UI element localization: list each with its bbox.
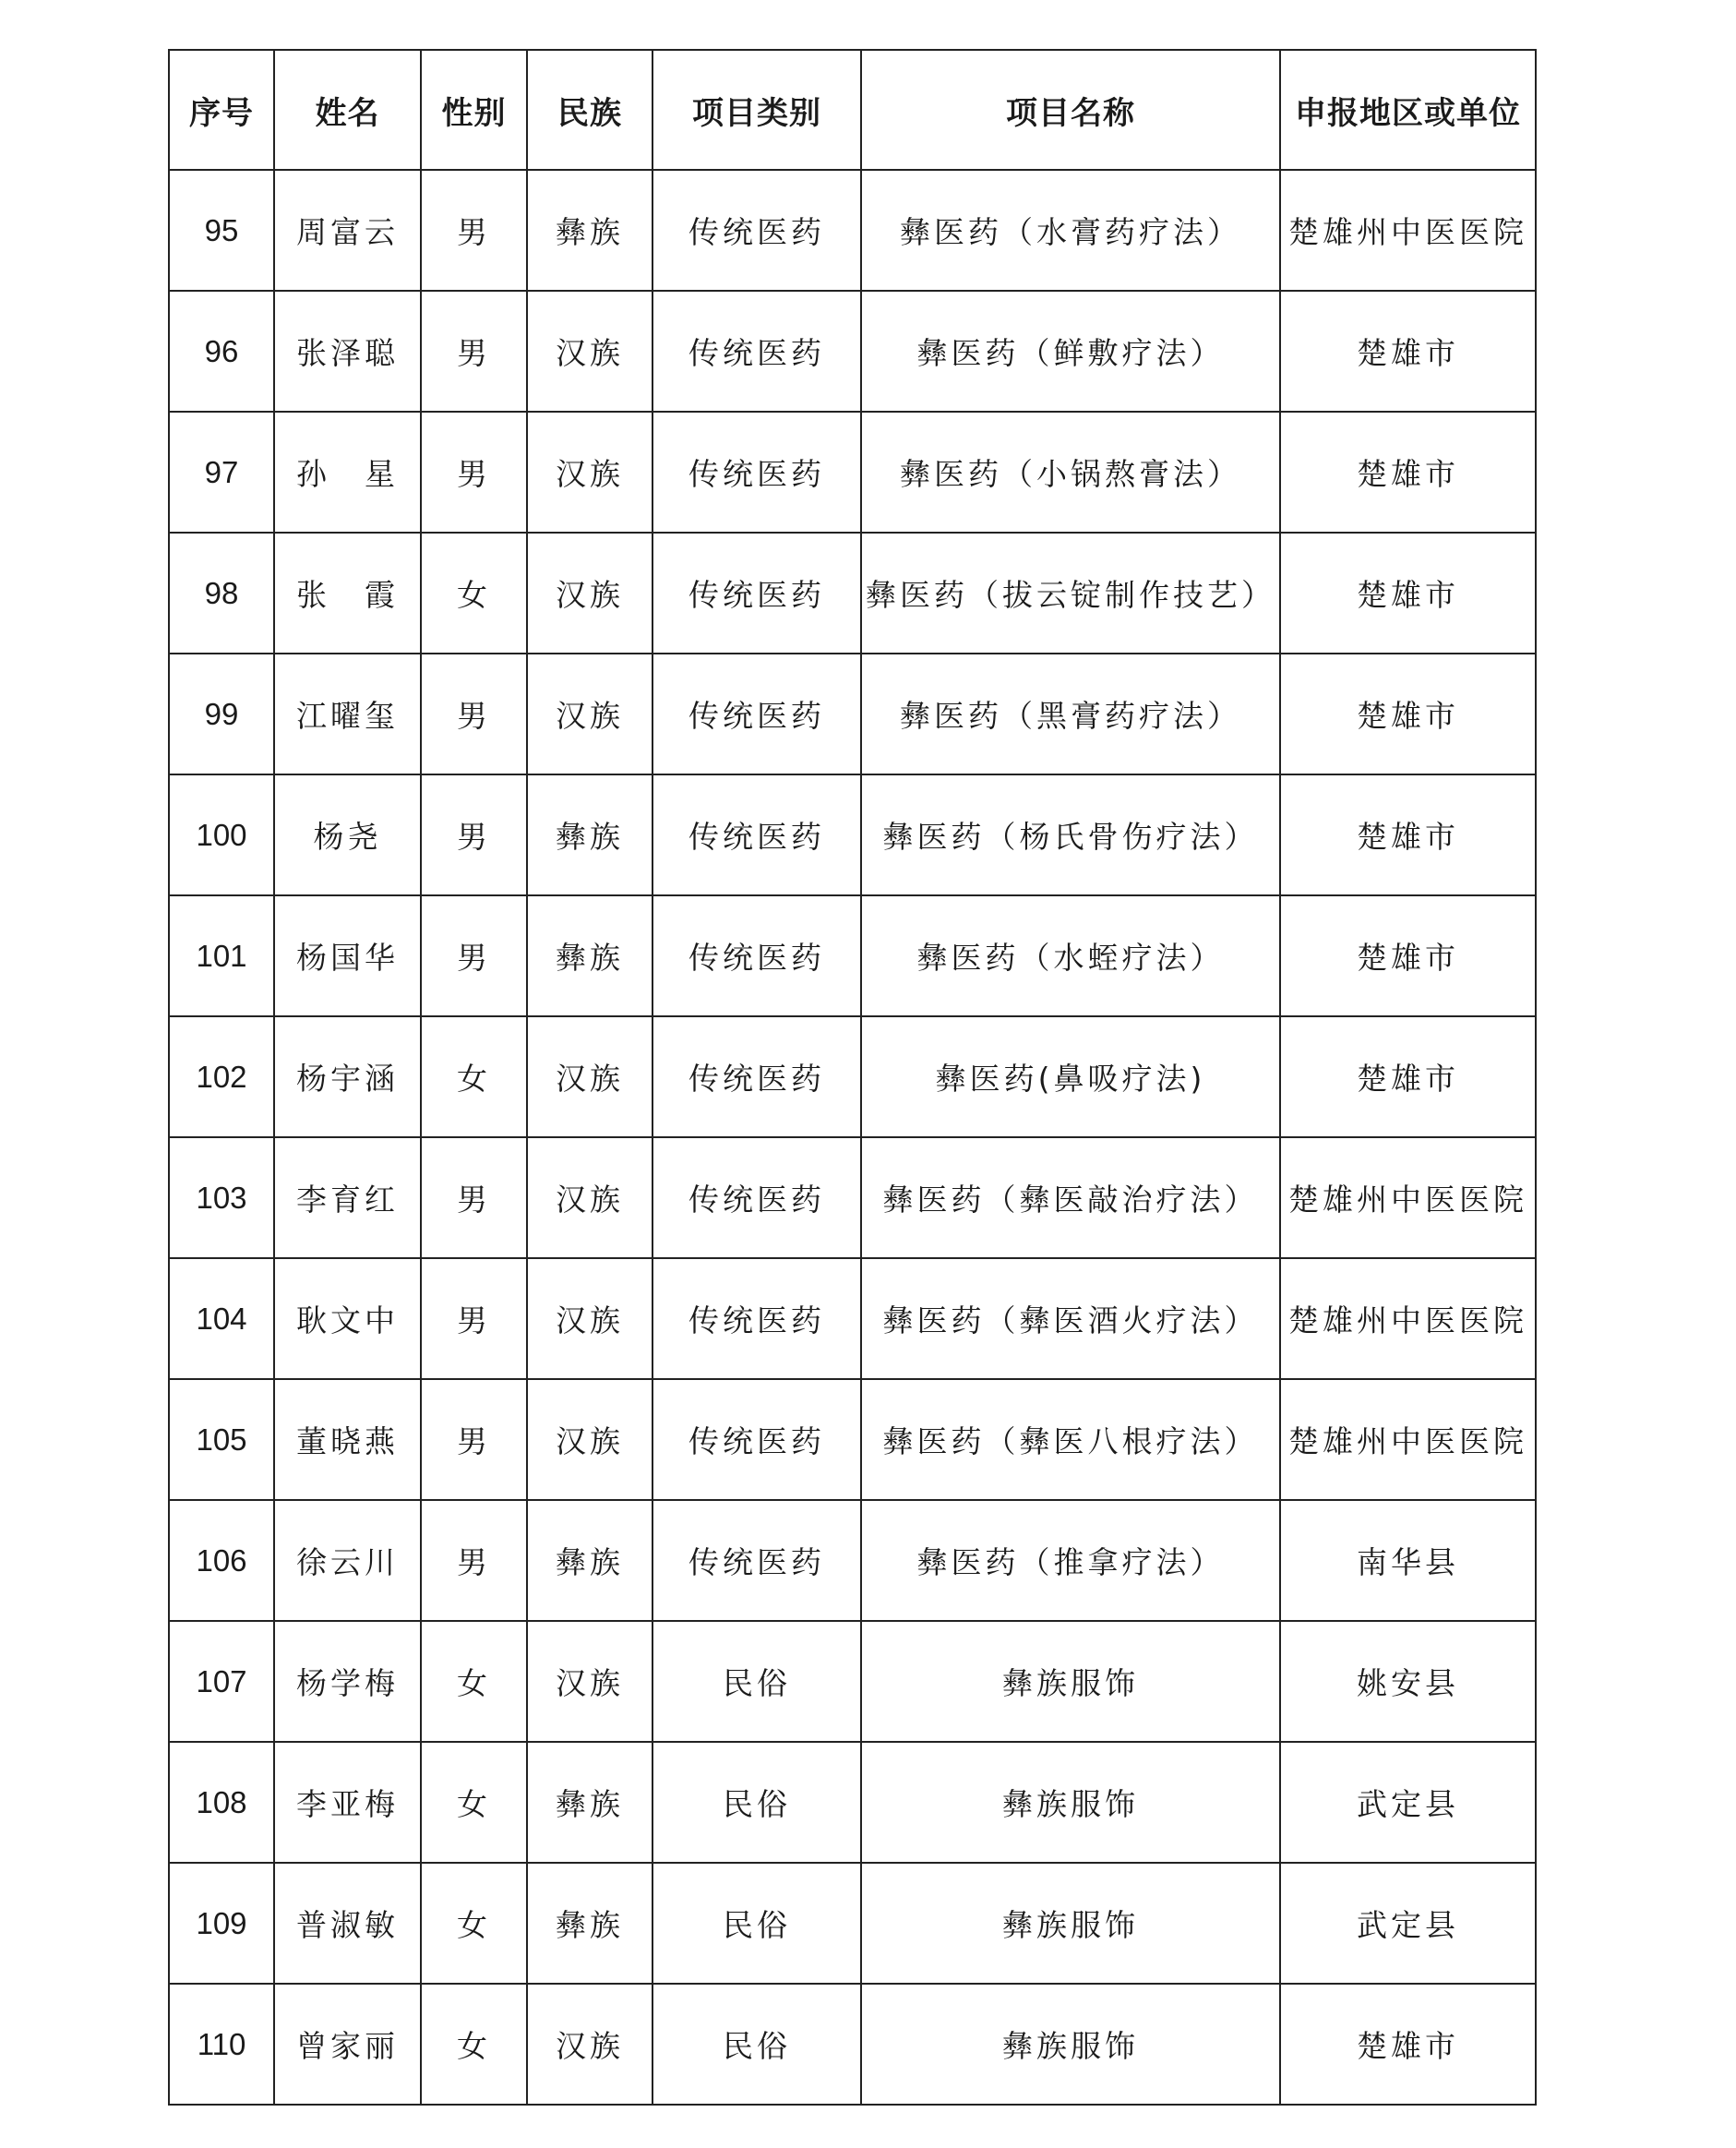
cell-serial: 104	[169, 1258, 274, 1379]
cell-ethnicity: 汉族	[527, 1258, 652, 1379]
cell-name: 张泽聪	[274, 291, 421, 412]
cell-name: 董晓燕	[274, 1379, 421, 1500]
cell-ethnicity: 彝族	[527, 774, 652, 895]
cell-name: 杨国华	[274, 895, 421, 1016]
cell-gender: 男	[421, 654, 527, 774]
cell-category: 传统医药	[652, 291, 861, 412]
cell-region: 楚雄州中医医院	[1280, 1258, 1536, 1379]
cell-serial: 96	[169, 291, 274, 412]
table-row	[169, 654, 1536, 774]
cell-region: 武定县	[1280, 1863, 1536, 1984]
cell-category: 传统医药	[652, 1258, 861, 1379]
table-row	[169, 412, 1536, 533]
cell-gender: 男	[421, 895, 527, 1016]
cell-name: 杨宇涵	[274, 1016, 421, 1137]
cell-serial: 97	[169, 412, 274, 533]
table-row	[169, 1500, 1536, 1621]
cell-ethnicity: 汉族	[527, 1016, 652, 1137]
cell-category: 传统医药	[652, 533, 861, 654]
cell-project: 彝医药（彝医敲治疗法）	[861, 1137, 1280, 1258]
cell-category: 传统医药	[652, 412, 861, 533]
table-row	[169, 774, 1536, 895]
cell-gender: 男	[421, 1379, 527, 1500]
cell-name: 张 霞	[274, 533, 421, 654]
cell-ethnicity: 汉族	[527, 533, 652, 654]
cell-gender: 女	[421, 533, 527, 654]
table-row	[169, 533, 1536, 654]
cell-serial: 101	[169, 895, 274, 1016]
header-cell-category: 项目类别	[652, 50, 861, 170]
cell-gender: 女	[421, 1016, 527, 1137]
cell-ethnicity: 汉族	[527, 1379, 652, 1500]
cell-name: 李亚梅	[274, 1742, 421, 1863]
cell-gender: 男	[421, 1137, 527, 1258]
cell-category: 民俗	[652, 1863, 861, 1984]
table-row	[169, 1984, 1536, 2105]
cell-project: 彝医药（水膏药疗法）	[861, 170, 1280, 291]
cell-region: 楚雄州中医医院	[1280, 1379, 1536, 1500]
cell-category: 传统医药	[652, 1016, 861, 1137]
table-row	[169, 1863, 1536, 1984]
cell-serial: 106	[169, 1500, 274, 1621]
cell-gender: 女	[421, 1742, 527, 1863]
cell-gender: 男	[421, 1258, 527, 1379]
cell-ethnicity: 彝族	[527, 170, 652, 291]
cell-ethnicity: 汉族	[527, 1984, 652, 2105]
cell-name: 普淑敏	[274, 1863, 421, 1984]
cell-gender: 男	[421, 170, 527, 291]
cell-ethnicity: 彝族	[527, 1500, 652, 1621]
cell-serial: 95	[169, 170, 274, 291]
cell-gender: 男	[421, 412, 527, 533]
cell-category: 民俗	[652, 1742, 861, 1863]
cell-category: 传统医药	[652, 654, 861, 774]
cell-gender: 男	[421, 291, 527, 412]
cell-serial: 99	[169, 654, 274, 774]
cell-project: 彝医药（拔云锭制作技艺）	[861, 533, 1280, 654]
cell-ethnicity: 汉族	[527, 412, 652, 533]
table-row	[169, 291, 1536, 412]
cell-name: 徐云川	[274, 1500, 421, 1621]
table-row	[169, 1258, 1536, 1379]
cell-gender: 男	[421, 774, 527, 895]
cell-project: 彝医药（彝医酒火疗法）	[861, 1258, 1280, 1379]
cell-serial: 108	[169, 1742, 274, 1863]
header-cell-project: 项目名称	[861, 50, 1280, 170]
cell-name: 杨学梅	[274, 1621, 421, 1742]
cell-region: 武定县	[1280, 1742, 1536, 1863]
cell-project: 彝医药（杨氏骨伤疗法）	[861, 774, 1280, 895]
cell-project: 彝族服饰	[861, 1742, 1280, 1863]
header-cell-ethnicity: 民族	[527, 50, 652, 170]
cell-category: 传统医药	[652, 1137, 861, 1258]
cell-name: 江曜玺	[274, 654, 421, 774]
cell-region: 楚雄市	[1280, 533, 1536, 654]
cell-category: 民俗	[652, 1984, 861, 2105]
cell-region: 楚雄市	[1280, 654, 1536, 774]
header-cell-region: 申报地区或单位	[1280, 50, 1536, 170]
inheritor-list-table	[168, 49, 1537, 2106]
cell-name: 孙 星	[274, 412, 421, 533]
cell-name: 李育红	[274, 1137, 421, 1258]
cell-serial: 100	[169, 774, 274, 895]
cell-project: 彝族服饰	[861, 1863, 1280, 1984]
cell-category: 传统医药	[652, 895, 861, 1016]
cell-gender: 女	[421, 1984, 527, 2105]
cell-serial: 102	[169, 1016, 274, 1137]
cell-ethnicity: 汉族	[527, 654, 652, 774]
cell-category: 传统医药	[652, 170, 861, 291]
table-header	[169, 50, 1536, 170]
cell-gender: 男	[421, 1500, 527, 1621]
table-row	[169, 1621, 1536, 1742]
cell-ethnicity: 汉族	[527, 291, 652, 412]
cell-project: 彝族服饰	[861, 1621, 1280, 1742]
cell-serial: 105	[169, 1379, 274, 1500]
registry-table-container	[168, 49, 1535, 2106]
table-row	[169, 895, 1536, 1016]
cell-project: 彝医药（推拿疗法）	[861, 1500, 1280, 1621]
cell-project: 彝族服饰	[861, 1984, 1280, 2105]
cell-region: 南华县	[1280, 1500, 1536, 1621]
cell-region: 楚雄市	[1280, 1016, 1536, 1137]
header-cell-gender: 性别	[421, 50, 527, 170]
cell-ethnicity: 汉族	[527, 1137, 652, 1258]
header-row	[169, 50, 1536, 170]
cell-gender: 女	[421, 1863, 527, 1984]
table-row	[169, 1016, 1536, 1137]
table-body	[169, 170, 1536, 2105]
cell-project: 彝医药（小锅熬膏法）	[861, 412, 1280, 533]
cell-name: 周富云	[274, 170, 421, 291]
cell-region: 楚雄市	[1280, 895, 1536, 1016]
cell-gender: 女	[421, 1621, 527, 1742]
cell-category: 传统医药	[652, 1500, 861, 1621]
cell-serial: 98	[169, 533, 274, 654]
table-row	[169, 1379, 1536, 1500]
cell-project: 彝医药（彝医八根疗法）	[861, 1379, 1280, 1500]
cell-region: 楚雄市	[1280, 774, 1536, 895]
cell-serial: 109	[169, 1863, 274, 1984]
cell-name: 杨尧	[274, 774, 421, 895]
cell-ethnicity: 汉族	[527, 1621, 652, 1742]
cell-ethnicity: 彝族	[527, 1863, 652, 1984]
cell-category: 传统医药	[652, 774, 861, 895]
cell-category: 传统医药	[652, 1379, 861, 1500]
cell-region: 楚雄州中医医院	[1280, 1137, 1536, 1258]
table-row	[169, 1742, 1536, 1863]
cell-project: 彝医药（鲜敷疗法）	[861, 291, 1280, 412]
cell-project: 彝医药（水蛭疗法）	[861, 895, 1280, 1016]
cell-name: 曾家丽	[274, 1984, 421, 2105]
cell-region: 楚雄市	[1280, 291, 1536, 412]
cell-category: 民俗	[652, 1621, 861, 1742]
cell-ethnicity: 彝族	[527, 895, 652, 1016]
cell-project: 彝医药(鼻吸疗法)	[861, 1016, 1280, 1137]
cell-region: 楚雄州中医医院	[1280, 170, 1536, 291]
cell-ethnicity: 彝族	[527, 1742, 652, 1863]
cell-region: 楚雄市	[1280, 1984, 1536, 2105]
header-cell-name: 姓名	[274, 50, 421, 170]
cell-serial: 110	[169, 1984, 274, 2105]
table-row	[169, 1137, 1536, 1258]
cell-serial: 107	[169, 1621, 274, 1742]
table-row	[169, 170, 1536, 291]
cell-region: 姚安县	[1280, 1621, 1536, 1742]
cell-name: 耿文中	[274, 1258, 421, 1379]
cell-project: 彝医药（黑膏药疗法）	[861, 654, 1280, 774]
header-cell-serial: 序号	[169, 50, 274, 170]
cell-region: 楚雄市	[1280, 412, 1536, 533]
cell-serial: 103	[169, 1137, 274, 1258]
